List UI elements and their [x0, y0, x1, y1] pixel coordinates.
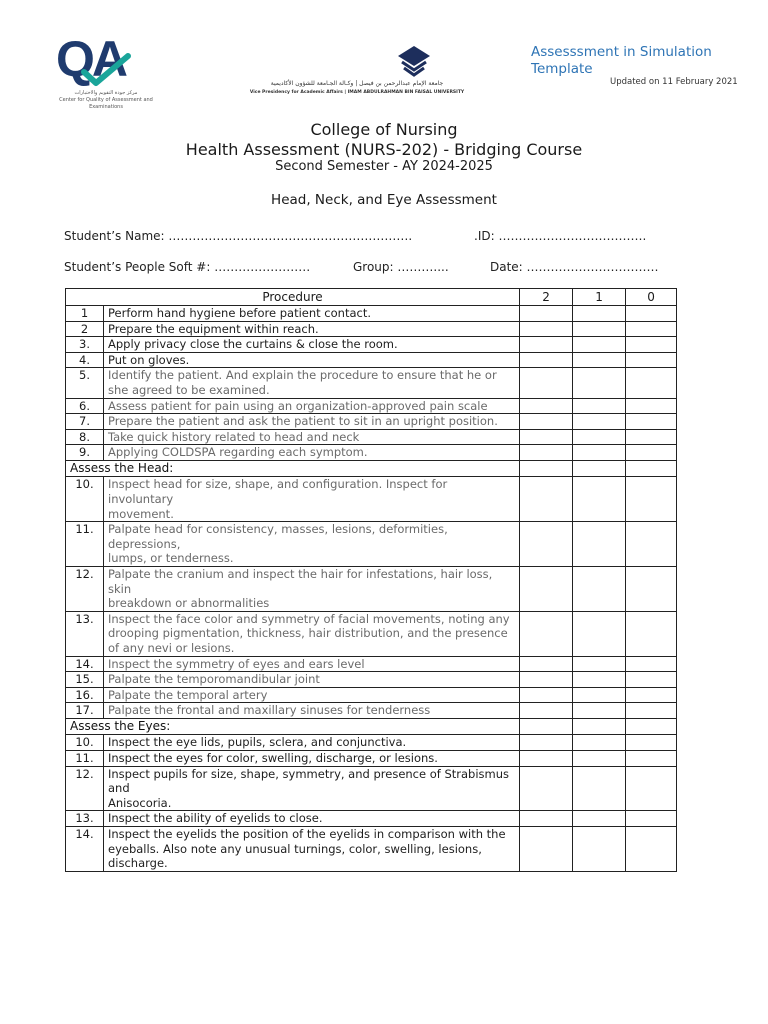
score-2-cell[interactable]: [520, 477, 573, 522]
table-row: [66, 567, 677, 612]
score-2-cell[interactable]: [520, 656, 573, 672]
step-number: 12.: [66, 567, 104, 612]
procedure-table: [65, 288, 677, 872]
empty-cell: [573, 460, 626, 477]
step-number: 4.: [66, 352, 104, 368]
score-1-cell[interactable]: [573, 429, 626, 445]
score-1-cell[interactable]: [573, 337, 626, 353]
score-0-cell[interactable]: [626, 429, 677, 445]
template-title: Assesssment in Simulation Template: [531, 44, 712, 77]
score-2-cell[interactable]: [520, 611, 573, 656]
eye-section-row: [66, 718, 677, 735]
step-description: Inspect the eye lids, pupils, sclera, and conjunctiva.: [104, 735, 520, 751]
procedure-header: Procedure: [66, 289, 520, 306]
table-row: [66, 751, 677, 767]
table-row: [66, 429, 677, 445]
step-description: Take quick history related to head and neck: [104, 429, 520, 445]
step-description: Inspect the ability of eyelids to close.: [104, 811, 520, 827]
score-2-cell[interactable]: [520, 522, 573, 567]
empty-cell: [626, 718, 677, 735]
table-row: [66, 306, 677, 322]
score-1-cell[interactable]: [573, 398, 626, 414]
score-0-cell[interactable]: [626, 306, 677, 322]
score-2-cell[interactable]: [520, 414, 573, 430]
empty-cell: [626, 460, 677, 477]
assessment-title: Head, Neck, and Eye Assessment: [271, 192, 497, 208]
student-name-field[interactable]: Student’s Name: …………………………………………………….: [64, 229, 413, 243]
date-field[interactable]: Date: ……………………………: [490, 260, 659, 274]
score-0-cell[interactable]: [626, 751, 677, 767]
score-1-cell[interactable]: [573, 766, 626, 811]
score-1-cell[interactable]: [573, 703, 626, 719]
step-number: 3.: [66, 337, 104, 353]
score-0-header: 0: [626, 289, 677, 306]
table-row: [66, 337, 677, 353]
college-title: College of Nursing: [310, 120, 458, 139]
score-0-cell[interactable]: [626, 567, 677, 612]
score-2-cell[interactable]: [520, 445, 573, 461]
step-description: Assess patient for pain using an organization-approved pain scale: [104, 398, 520, 414]
step-number: 14.: [66, 656, 104, 672]
table-row: [66, 811, 677, 827]
score-2-cell[interactable]: [520, 672, 573, 688]
score-0-cell[interactable]: [626, 368, 677, 398]
score-0-cell[interactable]: [626, 352, 677, 368]
score-2-cell[interactable]: [520, 337, 573, 353]
step-number: 5.: [66, 368, 104, 398]
table-row: [66, 611, 677, 656]
step-number: 10.: [66, 735, 104, 751]
step-description: Inspect the eyes for color, swelling, discharge, or lesions.: [104, 751, 520, 767]
updated-date: Updated on 11 February 2021: [610, 77, 738, 87]
group-field[interactable]: Group: ………....: [353, 260, 449, 274]
score-1-cell[interactable]: [573, 445, 626, 461]
table-row: [66, 656, 677, 672]
university-emblem-icon: [394, 44, 434, 78]
step-description: Inspect the face color and symmetry of facial movements, noting any drooping pigmentation, thickness, hair distribution, and the presence of any nevi or lesions.: [104, 611, 520, 656]
score-1-cell[interactable]: [573, 672, 626, 688]
step-description: Inspect head for size, shape, and configuration. Inspect for involuntary movement.: [104, 477, 520, 522]
table-header-row: [66, 289, 677, 306]
score-0-cell[interactable]: [626, 656, 677, 672]
score-0-cell[interactable]: [626, 414, 677, 430]
score-0-cell[interactable]: [626, 477, 677, 522]
score-1-cell[interactable]: [573, 687, 626, 703]
step-number: 1: [66, 306, 104, 322]
score-2-cell[interactable]: [520, 321, 573, 337]
score-1-cell[interactable]: [573, 567, 626, 612]
step-description: Prepare the patient and ask the patient to sit in an upright position.: [104, 414, 520, 430]
step-number: 13.: [66, 611, 104, 656]
score-2-cell[interactable]: [520, 766, 573, 811]
table-row: [66, 703, 677, 719]
table-row: [66, 368, 677, 398]
table-row: [66, 321, 677, 337]
semester-title: Second Semester - AY 2024-2025: [275, 159, 493, 174]
check-icon: [80, 52, 132, 88]
score-1-cell[interactable]: [573, 735, 626, 751]
step-number: 11.: [66, 522, 104, 567]
table-row: [66, 827, 677, 872]
qa-logo-letters: QA: [56, 31, 125, 87]
score-1-cell[interactable]: [573, 656, 626, 672]
university-name-arabic: جامعة الإمام عبدالرحمن بن فيصل | وكـالة الجـامعة للشؤون الأكاديمية: [270, 80, 444, 87]
score-1-cell[interactable]: [573, 352, 626, 368]
score-1-cell[interactable]: [573, 321, 626, 337]
step-description: Inspect the symmetry of eyes and ears level: [104, 656, 520, 672]
score-1-cell[interactable]: [573, 827, 626, 872]
table-row: [66, 445, 677, 461]
score-2-cell[interactable]: [520, 735, 573, 751]
step-number: 6.: [66, 398, 104, 414]
table-row: [66, 398, 677, 414]
step-description: Perform hand hygiene before patient contact.: [104, 306, 520, 322]
table-row: [66, 477, 677, 522]
score-2-cell[interactable]: [520, 567, 573, 612]
table-row: [66, 735, 677, 751]
step-number: 2: [66, 321, 104, 337]
head-section-label: Assess the Head:: [66, 460, 520, 477]
score-1-cell[interactable]: [573, 414, 626, 430]
course-title: Health Assessment (NURS-202) - Bridging Course: [185, 140, 583, 159]
table-row: [66, 687, 677, 703]
step-description: Palpate the temporomandibular joint: [104, 672, 520, 688]
score-2-cell[interactable]: [520, 751, 573, 767]
step-number: 12.: [66, 766, 104, 811]
step-description: Prepare the equipment within reach.: [104, 321, 520, 337]
score-0-cell[interactable]: [626, 827, 677, 872]
score-0-cell[interactable]: [626, 703, 677, 719]
step-description: Put on gloves.: [104, 352, 520, 368]
score-0-cell[interactable]: [626, 611, 677, 656]
step-description: Palpate the frontal and maxillary sinuses for tenderness: [104, 703, 520, 719]
step-number: 10.: [66, 477, 104, 522]
table-row: [66, 414, 677, 430]
step-number: 7.: [66, 414, 104, 430]
score-1-cell[interactable]: [573, 811, 626, 827]
empty-cell: [520, 460, 573, 477]
university-logo: [234, 44, 480, 102]
student-id-field[interactable]: .ID: ……………………………….: [474, 229, 647, 243]
score-0-cell[interactable]: [626, 687, 677, 703]
score-2-cell[interactable]: [520, 687, 573, 703]
score-2-cell[interactable]: [520, 368, 573, 398]
score-0-cell[interactable]: [626, 398, 677, 414]
score-0-cell[interactable]: [626, 766, 677, 811]
score-1-cell[interactable]: [573, 751, 626, 767]
step-number: 8.: [66, 429, 104, 445]
step-description: Palpate head for consistency, masses, lesions, deformities, depressions, lumps, or tenderness.: [104, 522, 520, 567]
empty-cell: [520, 718, 573, 735]
score-1-cell[interactable]: [573, 368, 626, 398]
score-1-cell[interactable]: [573, 611, 626, 656]
step-number: 9.: [66, 445, 104, 461]
university-name-english: Vice Presidency for Academic Affairs | IMAM ABDULRAHMAN BIN FAISAL UNIVERSITY: [249, 90, 465, 95]
step-description: Identify the patient. And explain the procedure to ensure that he or she agreed to be examined.: [104, 368, 520, 398]
people-soft-field[interactable]: Student’s People Soft #: ……………………: [64, 260, 311, 274]
score-0-cell[interactable]: [626, 672, 677, 688]
qa-logo-caption: مركز جودة التقويم والاختبارات Center for Quality of Assessment and Examinations: [59, 90, 153, 110]
score-2-cell[interactable]: [520, 827, 573, 872]
score-1-cell[interactable]: [573, 477, 626, 522]
score-0-cell[interactable]: [626, 321, 677, 337]
eye-section-label: Assess the Eyes:: [66, 718, 520, 735]
table-row: [66, 352, 677, 368]
score-1-header: 1: [573, 289, 626, 306]
step-description: Palpate the cranium and inspect the hair for infestations, hair loss, skin breakdown or abnormalities: [104, 567, 520, 612]
step-number: 13.: [66, 811, 104, 827]
score-0-cell[interactable]: [626, 445, 677, 461]
table-row: [66, 522, 677, 567]
step-description: Inspect the eyelids the position of the eyelids in comparison with the eyeballs. Also note any unusual turnings, color, swelling, lesions, discharge.: [104, 827, 520, 872]
score-2-cell[interactable]: [520, 352, 573, 368]
step-description: Inspect pupils for size, shape, symmetry, and presence of Strabismus and Anisocoria.: [104, 766, 520, 811]
score-0-cell[interactable]: [626, 522, 677, 567]
score-0-cell[interactable]: [626, 735, 677, 751]
step-number: 14.: [66, 827, 104, 872]
step-description: Applying COLDSPA regarding each symptom.: [104, 445, 520, 461]
head-section-row: [66, 460, 677, 477]
score-0-cell[interactable]: [626, 337, 677, 353]
step-number: 11.: [66, 751, 104, 767]
step-number: 15.: [66, 672, 104, 688]
score-2-cell[interactable]: [520, 429, 573, 445]
score-2-cell[interactable]: [520, 398, 573, 414]
table-row: [66, 672, 677, 688]
qa-logo: [56, 30, 156, 110]
table-row: [66, 766, 677, 811]
step-description: Palpate the temporal artery: [104, 687, 520, 703]
score-2-cell[interactable]: [520, 306, 573, 322]
step-description: Apply privacy close the curtains & close the room.: [104, 337, 520, 353]
score-0-cell[interactable]: [626, 811, 677, 827]
score-2-header: 2: [520, 289, 573, 306]
step-number: 17.: [66, 703, 104, 719]
step-number: 16.: [66, 687, 104, 703]
score-1-cell[interactable]: [573, 306, 626, 322]
empty-cell: [573, 718, 626, 735]
score-2-cell[interactable]: [520, 811, 573, 827]
score-1-cell[interactable]: [573, 522, 626, 567]
score-2-cell[interactable]: [520, 703, 573, 719]
